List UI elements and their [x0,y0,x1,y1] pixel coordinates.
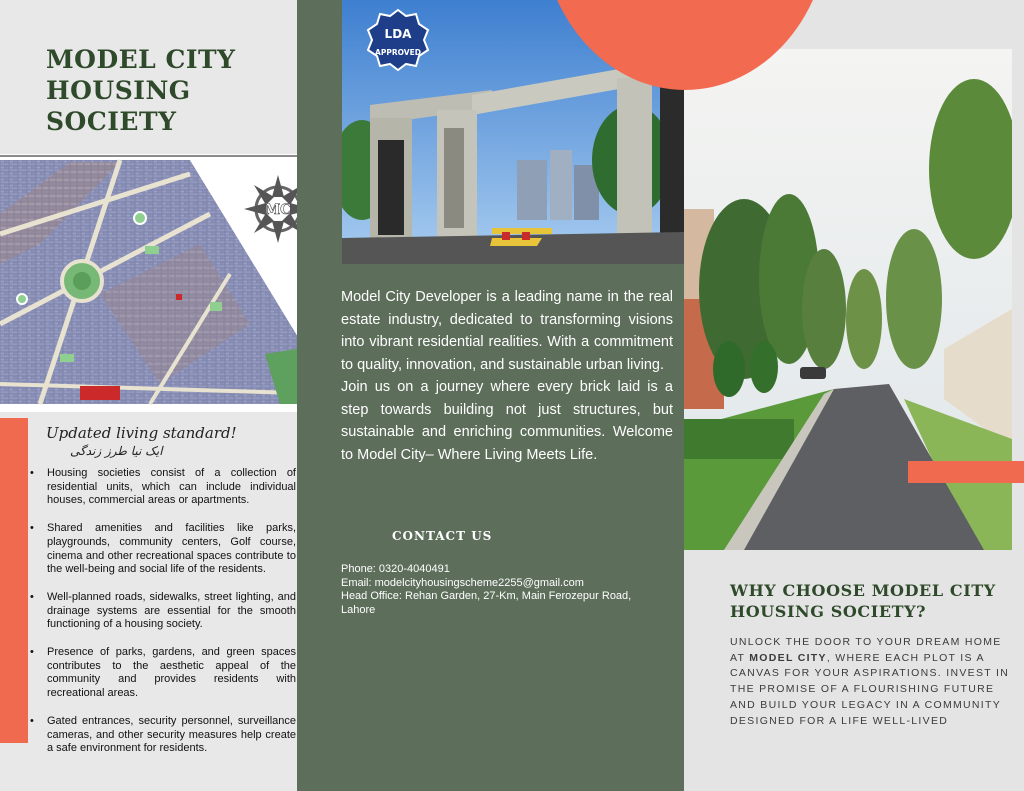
list-item: • Gated entrances, security personnel, surveillance cameras, and other security measures help create a safe environment for residents. [30,715,296,756]
contact-details [341,563,661,617]
tagline: Updated living standard! [46,424,237,442]
about-paragraph: Join us on a journey where every brick laid is a step towards building not just structures, but sustainable and enriching communities. Welcome to Model City– Where Living Meets Life. [341,379,673,463]
feature-list [30,467,296,770]
list-item: • Presence of parks, gardens, and green spaces contributes to the aesthetic appeal of the community and provides residents with recreational areas. [30,646,296,701]
contact-office: Head Office: Rehan Garden, 27-Km, Main Ferozepur Road, Lahore [341,590,632,616]
svg-text:MC: MC [264,202,292,218]
site-plan-map [0,154,297,412]
contact-email: Email: modelcityhousingscheme2255@gmail.com [341,576,584,589]
list-item: • Well-planned roads, sidewalks, street lighting, and drainage systems are essential for the smooth functioning of a housing society. [30,591,296,632]
why-choose-heading: WHY CHOOSE MODEL CITY HOUSING SOCIETY? [730,581,996,621]
accent-bar-right [908,461,1024,483]
right-panel [684,0,1024,791]
page-title: MODEL CITY HOUSING SOCIETY [46,45,236,136]
contact-phone: Phone: 0320-4040491 [341,563,450,575]
middle-panel [297,0,684,791]
about-text [341,286,673,466]
tagline-urdu: ایک نیا طرز زندگی [70,444,163,458]
left-panel [0,0,297,791]
svg-text:LDA: LDA [384,27,412,41]
svg-text:APPROVED: APPROVED [375,48,421,57]
about-paragraph: Model City Developer is a leading name in the real estate industry, dedicated to transforming visions into vibrant residential realities. With a commitment to quality, innovation, and sustainable urban living. [341,289,673,373]
accent-strip-left [0,418,28,743]
list-item: • Housing societies consist of a collection of residential units, which can include individual houses, commercial areas or apartments. [30,467,296,508]
why-choose-text: UNLOCK THE DOOR TO YOUR DREAM HOME AT MODEL CITY, WHERE EACH PLOT IS A CANVAS FOR YOUR ASPIRATIONS. INVEST IN THE PROMISE OF A FLOURISHING FUTURE AND BUILD YOUR LEGACY IN A COMMUNITY DESIGNED FOR A LIFE WELL-LIVED [730,636,1010,727]
list-item: • Shared amenities and facilities like parks, playgrounds, community centers, Golf course, cinema and other recreational spaces contribute to the well-being and social life of the residents. [30,522,296,577]
contact-heading: CONTACT US [392,529,493,543]
